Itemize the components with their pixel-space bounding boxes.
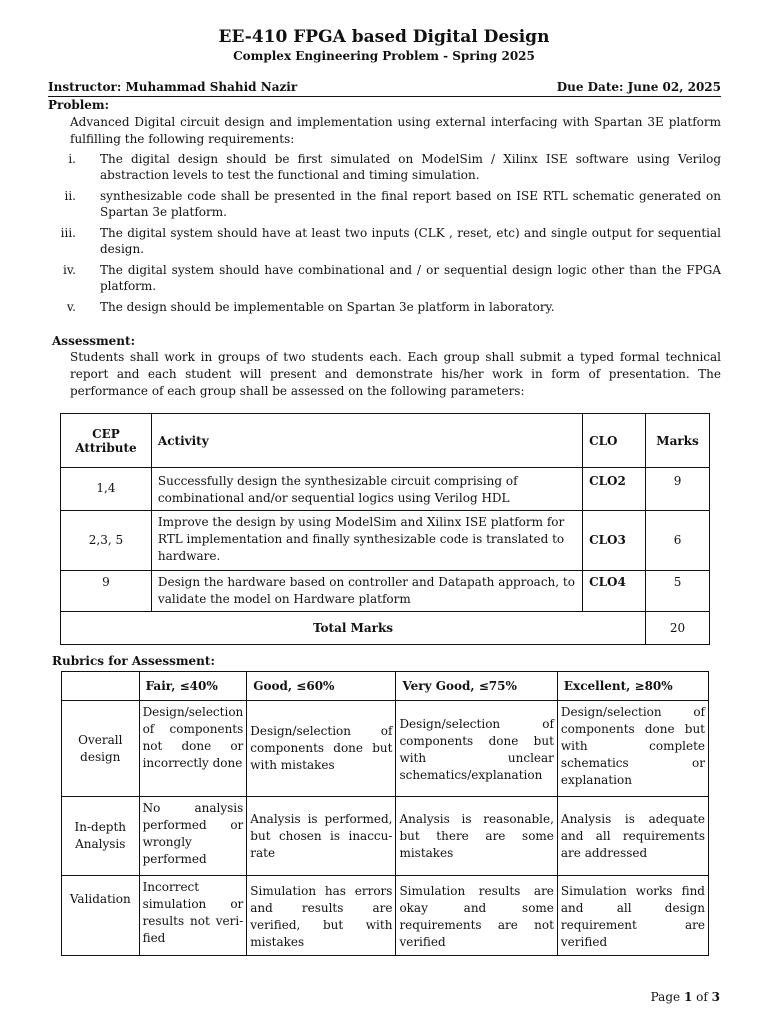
rubric-cell: Design/selection of components done but with unclear schematics/explanation xyxy=(396,701,557,797)
cell-marks: 9 xyxy=(646,468,710,511)
header-cep-attribute: CEP Attribute xyxy=(61,414,152,468)
cell-clo: CLO2 xyxy=(583,468,646,511)
rubric-cell: Simulation has errors and results are verified, but with mistakes xyxy=(247,876,396,956)
list-item xyxy=(48,188,721,220)
total-marks-label: Total Marks xyxy=(61,612,646,645)
rubric-cell: Analysis is adequate and all requirements are addressed xyxy=(557,797,708,876)
page-of: of xyxy=(696,990,708,1004)
cell-marks: 6 xyxy=(646,511,710,571)
row-label: Overall design xyxy=(62,701,140,797)
cell-activity: Design the hardware based on controller and Datapath approach, to validate the model on Hardware platform xyxy=(151,571,582,612)
due-date: Due Date: June 02, 2025 xyxy=(556,80,721,94)
table-row xyxy=(61,511,710,571)
list-item-text: The design should be implementable on Spartan 3e platform in laboratory. xyxy=(100,300,555,314)
document-subtitle: Complex Engineering Problem - Spring 2025 xyxy=(233,49,535,63)
cep-table xyxy=(60,413,710,645)
rubric-cell: Analysis is reasonable, but there are some mistakes xyxy=(396,797,557,876)
list-item-number: iv. xyxy=(62,263,76,277)
list-item xyxy=(48,262,721,294)
table-row xyxy=(62,797,709,876)
rubric-cell: Simulation works find and all design requirement are verified xyxy=(557,876,708,956)
table-row xyxy=(62,701,709,797)
rubric-cell: Design/selection of components not done or incorrectly done xyxy=(139,701,247,797)
list-item xyxy=(48,151,721,183)
cell-attribute: 9 xyxy=(61,571,152,612)
cell-attribute: 2,3, 5 xyxy=(61,511,152,571)
cell-clo: CLO3 xyxy=(583,511,646,571)
cell-marks: 5 xyxy=(646,571,710,612)
list-item-text: synthesizable code shall be presented in the final report based on ISE RTL schematic generated on Spartan 3e platform. xyxy=(100,189,721,219)
header-very-good: Very Good, ≤75% xyxy=(396,672,557,701)
table-total-row xyxy=(61,612,710,645)
table-row xyxy=(61,468,710,511)
header-fair: Fair, ≤40% xyxy=(139,672,247,701)
header-marks: Marks xyxy=(646,414,710,468)
cell-activity: Improve the design by using ModelSim and Xilinx ISE platform for RTL implementation and finally synthesizable code is translated to hardware. xyxy=(151,511,582,571)
rubric-cell: Design/selection of components done but with mistakes xyxy=(247,701,396,797)
problem-intro: Advanced Digital circuit design and implementation using external interfacing with Spartan 3E platform fulfilling the following requirements: xyxy=(70,115,721,146)
document-title: EE-410 FPGA based Digital Design xyxy=(218,27,550,47)
list-item-number: v. xyxy=(66,300,76,314)
header-activity: Activity xyxy=(151,414,582,468)
list-item-text: The digital system should have combinational and / or sequential design logic other than the FPGA platform. xyxy=(100,263,721,293)
page-total: 3 xyxy=(711,990,720,1004)
table-row xyxy=(62,876,709,956)
assessment-heading: Assessment: xyxy=(52,334,135,348)
rubric-cell: Incorrect simulation or results not veri-fied xyxy=(139,876,247,956)
requirements-list xyxy=(48,151,721,320)
rubric-cell: Design/selection of components done but with complete schematics or explanation xyxy=(557,701,708,797)
table-row xyxy=(61,571,710,612)
rubric-cell: Analysis is performed, but chosen is inaccu-rate xyxy=(247,797,396,876)
table-header-row xyxy=(61,414,710,468)
assessment-text: Students shall work in groups of two students each. Each group shall submit a typed formal technical report and each student will present and demonstrate his/her work in form of presentation. The performance of each group shall be assessed on the following parameters: xyxy=(70,350,721,398)
row-label: In-depth Analysis xyxy=(62,797,140,876)
info-row xyxy=(48,80,721,97)
page-prefix: Page xyxy=(650,990,681,1004)
row-label: Validation xyxy=(62,876,140,956)
rubric-cell: Simulation results are okay and some requirements are not verified xyxy=(396,876,557,956)
list-item-text: The digital design should be first simulated on ModelSim / Xilinx ISE software using Verilog abstraction levels to test the functional and timing simulation. xyxy=(100,152,721,182)
cell-activity: Successfully design the synthesizable circuit comprising of combinational and/or sequential logics using Verilog HDL xyxy=(151,468,582,511)
list-item-number: iii. xyxy=(60,226,76,240)
header-clo: CLO xyxy=(583,414,646,468)
list-item xyxy=(48,225,721,257)
rubrics-heading: Rubrics for Assessment: xyxy=(52,654,215,668)
total-marks-value: 20 xyxy=(646,612,710,645)
cell-clo: CLO4 xyxy=(583,571,646,612)
list-item xyxy=(48,299,721,315)
table-header-row xyxy=(62,672,709,701)
list-item-number: ii. xyxy=(64,189,76,203)
instructor-name: Instructor: Muhammad Shahid Nazir xyxy=(48,80,298,94)
page-number xyxy=(651,990,720,1004)
rubrics-table xyxy=(61,671,709,956)
rubric-cell: No analysis performed or wrongly performed xyxy=(139,797,247,876)
list-item-text: The digital system should have at least two inputs (CLK , reset, etc) and single output for sequential design. xyxy=(100,226,721,256)
header-excellent: Excellent, ≥80% xyxy=(557,672,708,701)
header-good: Good, ≤60% xyxy=(247,672,396,701)
list-item-number: i. xyxy=(68,152,76,166)
cell-attribute: 1,4 xyxy=(61,468,152,511)
page-current: 1 xyxy=(683,990,693,1004)
header-blank xyxy=(62,672,140,701)
problem-heading: Problem: xyxy=(48,98,110,112)
